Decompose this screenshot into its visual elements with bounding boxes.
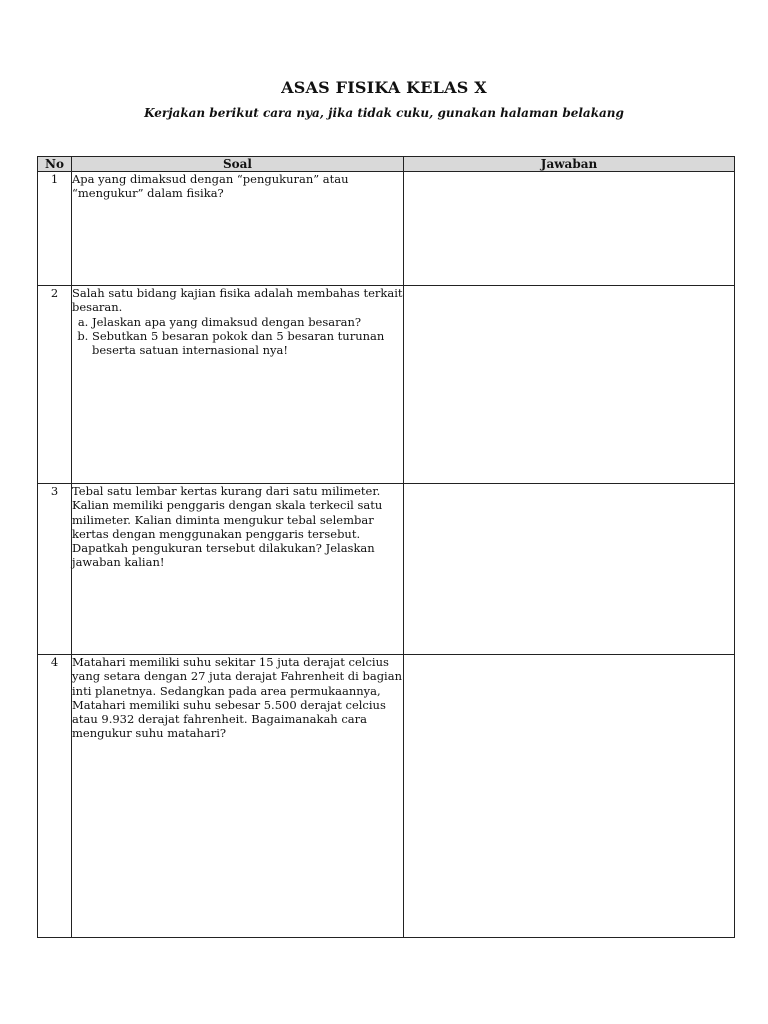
question-number: 3 (38, 484, 72, 655)
question-text-cell (72, 655, 404, 938)
page-title: ASAS FISIKA KELAS X (281, 78, 487, 97)
answer-cell[interactable] (404, 484, 735, 655)
question-text: Apa yang dimaksud dengan “pengukuran” atau “mengukur” dalam fisika? (72, 172, 349, 201)
table-header-row (38, 157, 735, 172)
column-header-soal: Soal (72, 157, 404, 172)
sub-question-item: a. Jelaskan apa yang dimaksud dengan besaran? (92, 315, 403, 329)
question-text: Matahari memiliki suhu sekitar 15 juta derajat celcius yang setara dengan 27 juta derajat Fahrenheit di bagian inti planetnya. Sedangkan pada area permukaannya, Matahari memiliki suhu sebesar 5.500 derajat celcius atau 9.932 derajat fahrenheit. Bagaimanakah cara mengukur suhu matahari? (72, 655, 402, 741)
answer-cell[interactable] (404, 655, 735, 938)
sub-question-list (72, 315, 403, 358)
question-number: 4 (38, 655, 72, 938)
answer-cell[interactable] (404, 172, 735, 286)
table-row (38, 655, 735, 938)
answer-cell[interactable] (404, 286, 735, 484)
question-text-cell (72, 172, 404, 286)
table-row (38, 286, 735, 484)
table-row (38, 484, 735, 655)
question-text-cell (72, 286, 404, 484)
question-number: 1 (38, 172, 72, 286)
instruction-text: Kerjakan berikut cara nya, jika tidak cuku, gunakan halaman belakang (144, 106, 624, 120)
question-table (37, 156, 735, 938)
column-header-no: No (38, 157, 72, 172)
question-text-cell (72, 484, 404, 655)
table-row (38, 172, 735, 286)
question-number: 2 (38, 286, 72, 484)
sub-question-item: b. Sebutkan 5 besaran pokok dan 5 besaran turunan beserta satuan internasional nya! (92, 329, 403, 358)
question-text: Salah satu bidang kajian fisika adalah membahas terkait besaran. (72, 286, 403, 315)
question-text: Tebal satu lembar kertas kurang dari satu milimeter. Kalian memiliki penggaris dengan skala terkecil satu milimeter. Kalian diminta mengukur tebal selembar kertas dengan menggunakan penggaris tersebut. Dapatkah pengukuran tersebut dilakukan? Jelaskan jawaban kalian! (72, 484, 383, 570)
column-header-jawaban: Jawaban (404, 157, 735, 172)
